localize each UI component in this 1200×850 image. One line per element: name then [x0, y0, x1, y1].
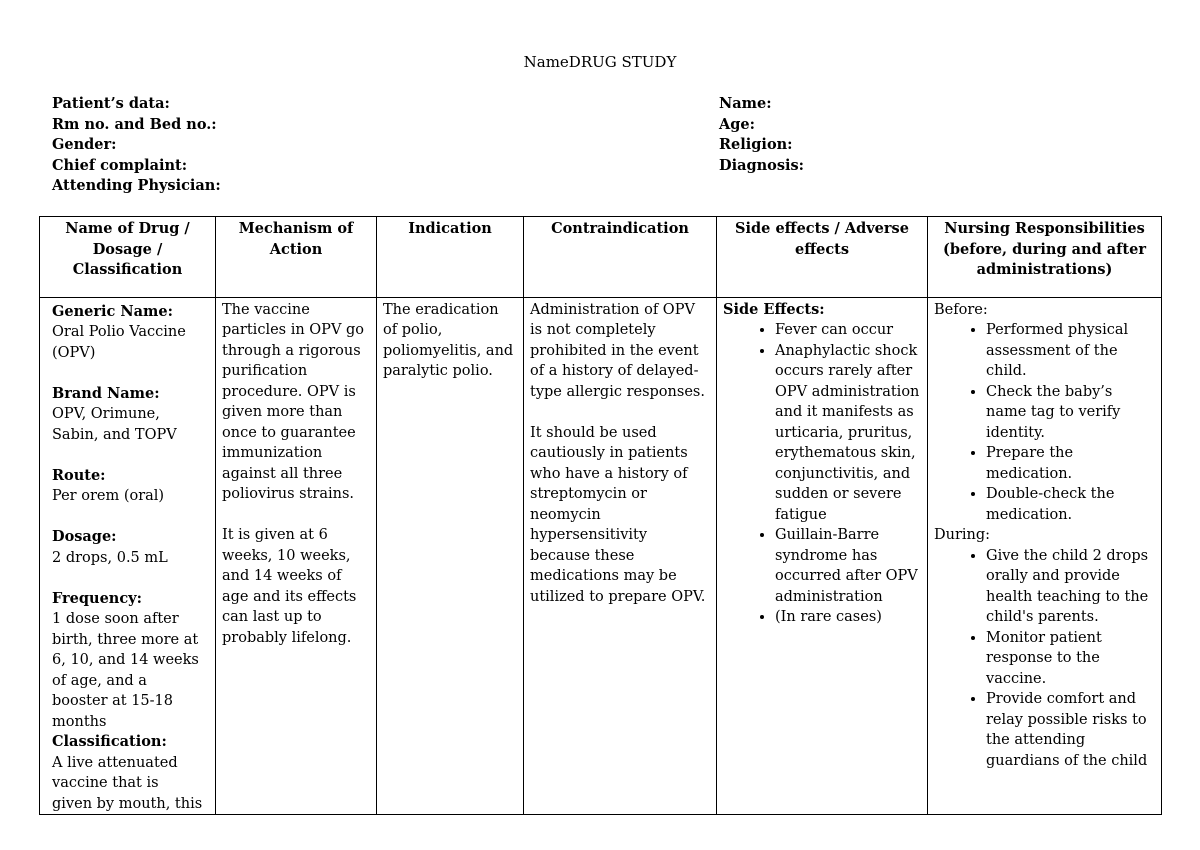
- list-item: • Prepare the medication.: [986, 443, 1155, 484]
- route-label: Route:: [52, 466, 106, 484]
- header-indication: Indication: [377, 217, 524, 298]
- classification-value: A live attenuated vaccine that is given by mouth, this: [52, 754, 203, 812]
- contraindication-paragraph: Administration of OPV is not completely prohibited in the event of a history of delayed-type allergic responses.: [530, 301, 705, 400]
- table-row: [40, 297, 1162, 815]
- age-label: Age:: [719, 115, 755, 133]
- header-nursing: Nursing Responsibilities (before, during and after administrations): [928, 217, 1162, 298]
- mechanism-paragraph: The vaccine particles in OPV go through a rigorous purification procedure. OPV is given more than once to guarantee immunization against all three poliovirus strains.: [222, 301, 365, 502]
- header-drug: Name of Drug / Dosage / Classification: [40, 217, 216, 298]
- header-mechanism: Mechanism of Action: [216, 217, 377, 298]
- contraindication-paragraph: It should be used cautiously in patients who have a history of streptomycin or neomycin hypersensitivity because these medications may be utilized to prepare OPV.: [530, 424, 706, 605]
- list-item: • Performed physical assessment of the child.: [986, 320, 1155, 382]
- indication-text: The eradication of polio, poliomyelitis, and paralytic polio.: [383, 301, 514, 379]
- room-bed-label: Rm no. and Bed no.:: [52, 115, 217, 133]
- dosage-value: 2 drops, 0.5 mL: [52, 549, 168, 566]
- before-label: Before:: [934, 301, 988, 318]
- patient-data-label: Patient’s data:: [52, 95, 170, 112]
- brand-name-label: Brand Name:: [52, 384, 160, 402]
- name-label: Name:: [719, 95, 772, 112]
- mechanism-cell: [216, 297, 377, 815]
- list-item: • Monitor patient response to the vaccine.: [986, 628, 1155, 690]
- frequency-value: 1 dose soon after birth, three more at 6, 10, and 14 weeks of age, and a booster at 15-18 months: [52, 611, 199, 730]
- list-item: • (In rare cases): [775, 607, 921, 628]
- header-contraindication: Contraindication: [524, 217, 717, 298]
- patient-info-right: [719, 94, 804, 176]
- list-item: • Guillain-Barre syndrome has occurred after OPV administration: [775, 525, 921, 607]
- attending-physician-label: Attending Physician:: [52, 177, 221, 194]
- list-item: • Fever can occur: [775, 320, 921, 341]
- brand-name-value: OPV, Orimune, Sabin, and TOPV: [52, 406, 177, 443]
- drug-cell: [40, 297, 216, 815]
- side-effects-cell: [717, 297, 928, 815]
- religion-label: Religion:: [719, 136, 793, 153]
- side-effects-label: Side Effects:: [723, 300, 825, 318]
- list-item: • Give the child 2 drops orally and provide health teaching to the child's parents.: [986, 546, 1155, 628]
- route-value: Per orem (oral): [52, 488, 165, 504]
- classification-label: Classification:: [52, 733, 167, 750]
- list-item: • Provide comfort and relay possible risks to the attending guardians of the child: [986, 689, 1155, 771]
- chief-complaint-label: Chief complaint:: [52, 156, 188, 174]
- list-item: • Anaphylactic shock occurs rarely after OPV administration and it manifests as urticaria, pruritus, erythematous skin, conjunctivitis, and sudden or severe fatigue: [775, 341, 921, 526]
- mechanism-paragraph: It is given at 6 weeks, 10 weeks, and 14 weeks of age and its effects can last up to probably lifelong.: [222, 527, 357, 646]
- patient-info-left: [52, 94, 221, 197]
- dosage-label: Dosage:: [52, 528, 117, 545]
- document-title: NameDRUG STUDY: [523, 53, 677, 71]
- during-label: During:: [934, 527, 991, 543]
- indication-cell: [377, 297, 524, 815]
- list-item: • Check the baby’s name tag to verify identity.: [986, 382, 1155, 444]
- contraindication-cell: [524, 297, 717, 815]
- side-effects-list: [723, 320, 921, 628]
- before-list: [934, 320, 1155, 525]
- header-side-effects: Side effects / Adverse effects: [717, 217, 928, 298]
- generic-name-value: Oral Polio Vaccine (OPV): [52, 324, 186, 361]
- table-header-row: [40, 217, 1162, 298]
- generic-name-label: Generic Name:: [52, 302, 173, 320]
- list-item: • Double-check the medication.: [986, 484, 1155, 525]
- nursing-cell: [928, 297, 1162, 815]
- drug-study-table: [39, 216, 1162, 815]
- frequency-label: Frequency:: [52, 589, 142, 607]
- gender-label: Gender:: [52, 136, 117, 153]
- diagnosis-label: Diagnosis:: [719, 156, 805, 174]
- during-list: [934, 546, 1155, 772]
